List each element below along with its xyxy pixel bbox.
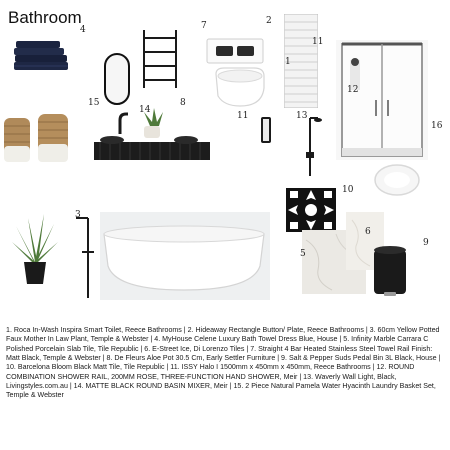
item-number-11b: 11 xyxy=(237,111,249,121)
item-number-7: 7 xyxy=(201,21,207,31)
product-caption-list: 1. Roca In-Wash Inspira Smart Toilet, Reece Bathrooms | 2. Hideaway Rectangle Button/ Plate, Reece Bathrooms | 3. 60cm Yellow Potted Faux Mother In Law Plant, Temple & Webster | 4. MyHouse Celene Luxury Bath Towel Dress Blue, House | 5. Infinity Marble Carrara C Polished Porcelain Slab Tile, Tile Republic | 6. E-Street Ice, Di Lorenzo Tiles | 7. Straight 4 Bar Heated Stainless Steel Towel Rail Finish: Matt Black, Temple & Webster | 8. De Fleurs Aloe Pot 30.5 Cm, Early Settler Furniture | 9. Salt & Pepper Suds Pedal Bin 3L Black, House | 10. Barcelona Bloom Black Matt Tile, Tile Republic | 11. ISSY Halo I 1500mm x 450mm x 450mm, Reece Bathrooms | 12. ROUND COMBINATION SHOWER RAIL, 200MM ROSE, THREE-FUNCTION HAND SHOWER, Meir | 13. Waverly Wall Light, Black, Livingstyles.com.au | 14. MATTE BLACK ROUND BASIN MIXER, Meir | 15. 2 Piece Natural Pamela Water Hyacinth Laundry Basket Set, Temple & Webster xyxy=(6,326,441,400)
flush-button-plate-image xyxy=(206,38,264,64)
item-number-11a: 11 xyxy=(312,37,324,47)
towel-stack-image xyxy=(14,38,70,72)
item-number-13: 13 xyxy=(296,111,308,121)
freestanding-bath-image xyxy=(74,212,270,300)
vanity-with-basins-image xyxy=(90,106,216,162)
wall-light-image xyxy=(260,116,272,144)
wall-hung-toilet-image xyxy=(210,66,268,110)
item-number-4: 4 xyxy=(80,25,86,35)
round-mirror-image xyxy=(103,52,131,106)
item-number-3: 3 xyxy=(75,210,81,220)
item-number-10: 10 xyxy=(342,185,354,195)
item-number-8: 8 xyxy=(180,98,186,108)
board-title: Bathroom xyxy=(8,8,82,27)
pedal-bin-image xyxy=(370,242,410,298)
shower-rail-image xyxy=(296,112,322,178)
patterned-tile-image xyxy=(286,188,336,232)
item-number-15: 15 xyxy=(88,98,100,108)
item-number-12: 12 xyxy=(347,85,359,95)
potted-plant-image xyxy=(10,212,60,286)
shower-screen-image xyxy=(336,40,428,160)
round-light-image xyxy=(372,162,422,198)
item-number-5: 5 xyxy=(300,249,306,259)
item-number-14: 14 xyxy=(139,105,151,115)
item-number-6: 6 xyxy=(365,227,371,237)
item-number-1: 1 xyxy=(285,57,291,67)
item-number-2: 2 xyxy=(266,16,272,26)
item-number-16: 16 xyxy=(431,121,443,131)
heated-towel-rail-image xyxy=(138,28,182,90)
wicker-basket-set-image xyxy=(2,112,72,164)
item-number-9: 9 xyxy=(423,238,429,248)
